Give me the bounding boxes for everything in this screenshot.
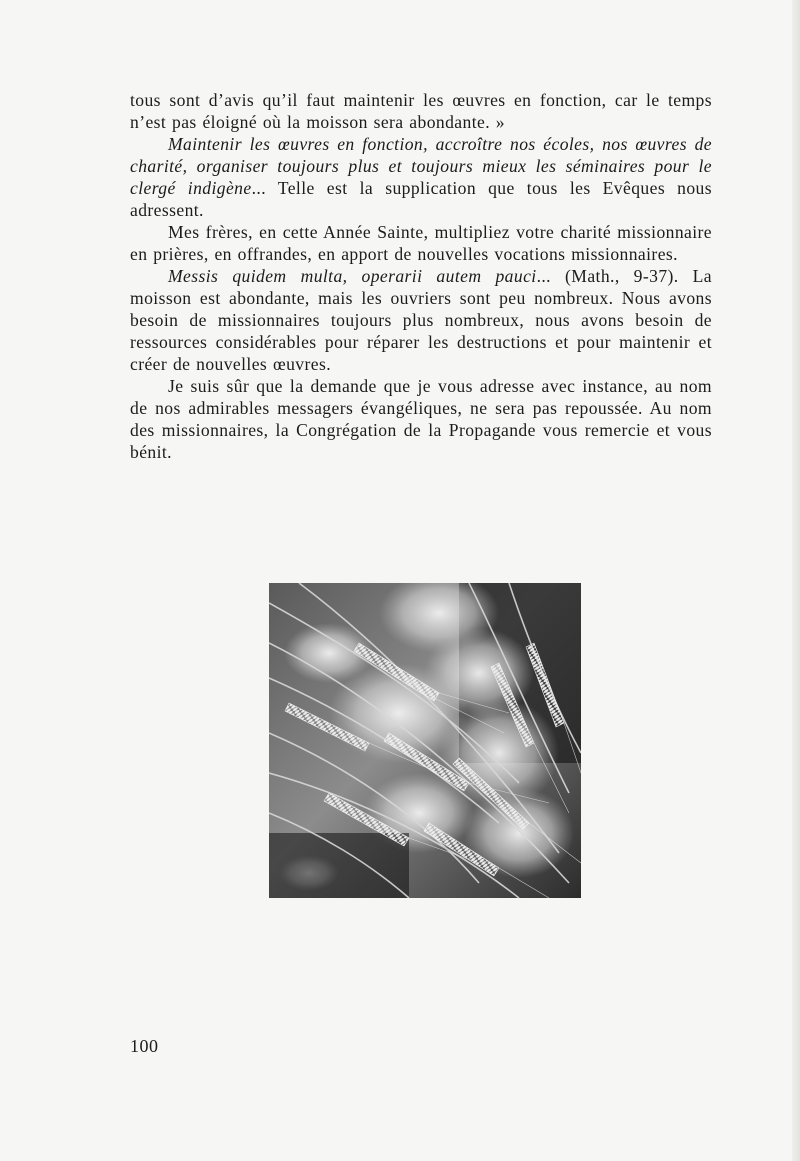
paragraph-3-text: Mes frères, en cette Année Sainte, multipliez votre charité missionnaire en prières, en offrandes, en apport de nouvelles vocations missionnaires. xyxy=(130,222,712,264)
paragraph-4-ellipsis: ... xyxy=(536,266,551,286)
paragraph-5 xyxy=(130,375,712,463)
paragraph-2 xyxy=(130,133,712,221)
paragraph-4-italic: Messis quidem multa, operarii autem pauci xyxy=(168,266,537,286)
body-text xyxy=(130,89,712,463)
wheat-photo-illustration xyxy=(269,583,581,898)
paragraph-2-text: Telle est la supplication que tous les Evêques nous adressent. xyxy=(130,178,712,220)
page-number: 100 xyxy=(130,1036,159,1056)
page-edge xyxy=(792,0,800,1161)
paragraph-4 xyxy=(130,265,712,375)
paragraph-1 xyxy=(130,89,712,133)
paragraph-2-italic: Maintenir les œuvres en fonction, accroître nos écoles, nos œuvres de charité, organiser toujours plus et toujours mieux les séminaires pour le clergé indigène xyxy=(130,134,712,198)
paragraph-1-text: tous sont d’avis qu’il faut maintenir les œuvres en fonction, car le temps n’est pas éloigné où la moisson sera abondante. » xyxy=(130,90,712,132)
paragraph-2-ellipsis: ... xyxy=(251,178,266,198)
wheat-photo xyxy=(269,583,581,898)
paragraph-5-text: Je suis sûr que la demande que je vous adresse avec instance, au nom de nos admirables messagers évangéliques, ne sera pas repoussée. Au nom des missionnaires, la Congrégation de la Propagande vous remercie et vous bénit. xyxy=(130,376,712,462)
paragraph-3 xyxy=(130,221,712,265)
paragraph-4-text: (Math., 9-37). La moisson est abondante, mais les ouvriers sont peu nombreux. Nous avons besoin de missionnaires toujours plus nombreux, nous avons besoin de ressources considérables pour réparer les destructions et pour maintenir et créer de nouvelles œuvres. xyxy=(130,266,712,374)
